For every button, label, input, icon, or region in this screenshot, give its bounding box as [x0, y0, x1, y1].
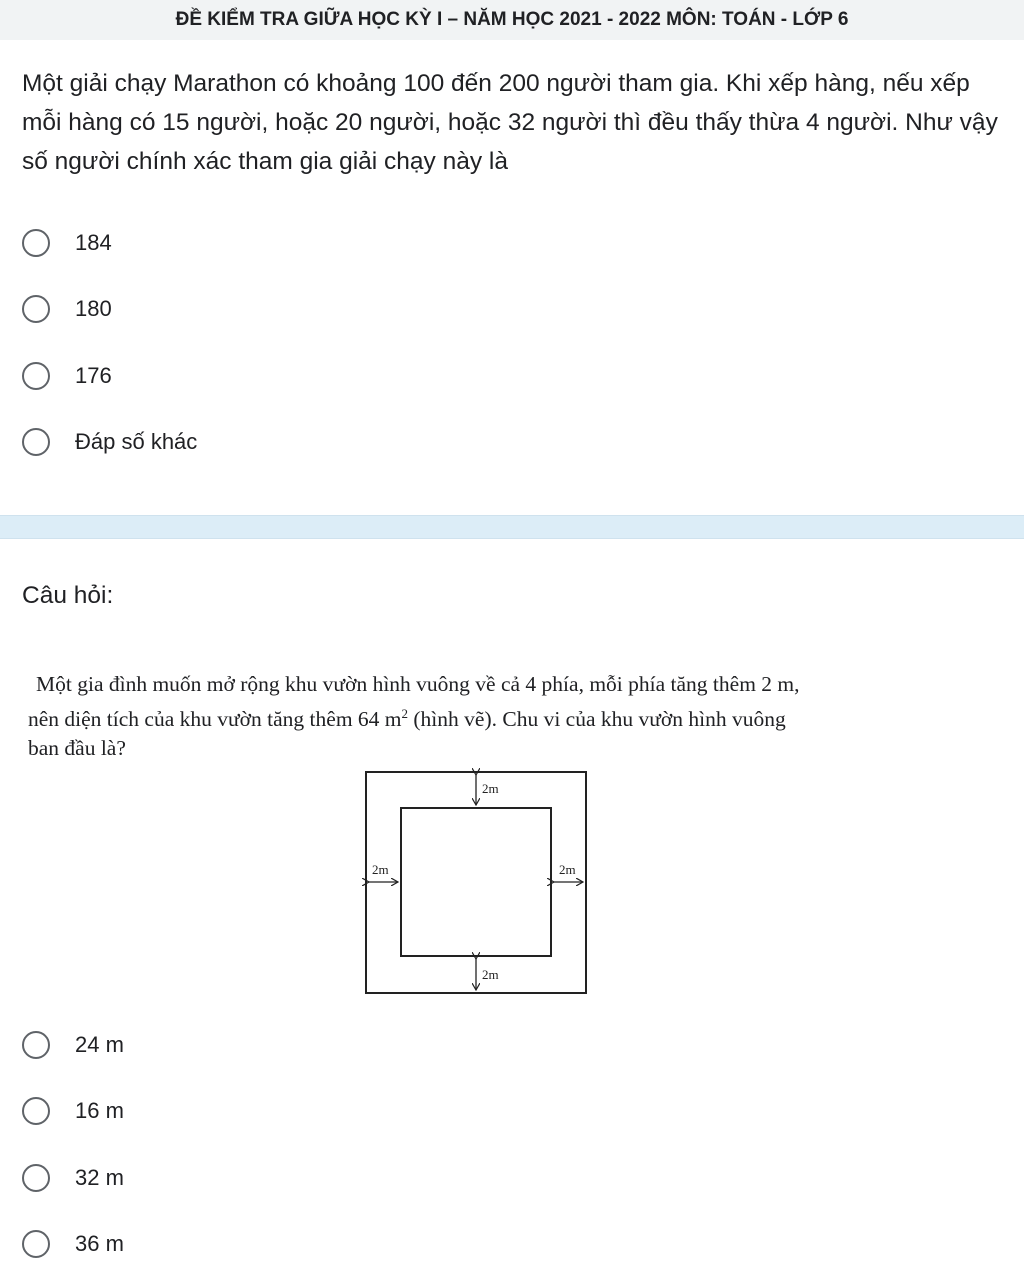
option-label: 36 m: [75, 1231, 124, 1256]
bottom-dimension-label: 2m: [482, 967, 499, 982]
top-dimension-label: 2m: [482, 781, 499, 796]
problem-superscript: 2: [401, 706, 409, 721]
q1-option-180[interactable]: [22, 292, 112, 326]
q2-option-32m[interactable]: [22, 1161, 124, 1195]
question-2-title: Câu hỏi:: [22, 582, 114, 609]
q1-option-other[interactable]: [22, 425, 197, 459]
radio-button[interactable]: [22, 1164, 50, 1192]
option-label: 184: [75, 230, 112, 255]
radio-button[interactable]: [22, 362, 50, 390]
problem-line-2-b: (hình vẽ). Chu vi của khu vườn hình vuông: [408, 707, 786, 732]
problem-line-3: ban đầu là?: [28, 736, 126, 761]
q2-option-36m[interactable]: [22, 1227, 124, 1261]
radio-button[interactable]: [22, 1031, 50, 1059]
question-2-problem: [28, 670, 958, 763]
section-divider: [0, 515, 1024, 539]
page-header: ĐỀ KIỂM TRA GIỮA HỌC KỲ I – NĂM HỌC 2021 - 2022 MÔN: TOÁN - LỚP 6: [0, 0, 1024, 40]
garden-figure: [360, 766, 592, 1000]
option-label: 16 m: [75, 1098, 124, 1123]
q1-option-184[interactable]: [22, 226, 112, 260]
q2-option-16m[interactable]: [22, 1094, 124, 1128]
q1-option-176[interactable]: [22, 359, 112, 393]
question-1-text: Một giải chạy Marathon có khoảng 100 đến 200 người tham gia. Khi xếp hàng, nếu xếp mỗi hàng có 15 người, hoặc 20 người, hoặc 32 người thì đều thấy thừa 4 người. Như vậy số người chính xác tham gia giải chạy này là: [22, 70, 998, 175]
radio-button[interactable]: [22, 1097, 50, 1125]
problem-line-2-a: nên diện tích của khu vườn tăng thêm 64 m: [28, 707, 402, 732]
radio-button[interactable]: [22, 1230, 50, 1258]
option-label: Đáp số khác: [75, 429, 198, 454]
radio-button[interactable]: [22, 229, 50, 257]
radio-button[interactable]: [22, 295, 50, 323]
left-dimension-label: 2m: [372, 862, 389, 877]
option-label: 32 m: [75, 1165, 124, 1190]
q2-option-24m[interactable]: [22, 1028, 124, 1062]
inner-square: [401, 808, 551, 956]
right-dimension-label: 2m: [559, 862, 576, 877]
option-label: 24 m: [75, 1032, 124, 1057]
radio-button[interactable]: [22, 428, 50, 456]
option-label: 176: [75, 363, 112, 388]
problem-line-2: [28, 699, 958, 734]
option-label: 180: [75, 296, 112, 321]
problem-line-1: Một gia đình muốn mở rộng khu vườn hình vuông về cả 4 phía, mỗi phía tăng thêm 2 m,: [36, 672, 800, 696]
